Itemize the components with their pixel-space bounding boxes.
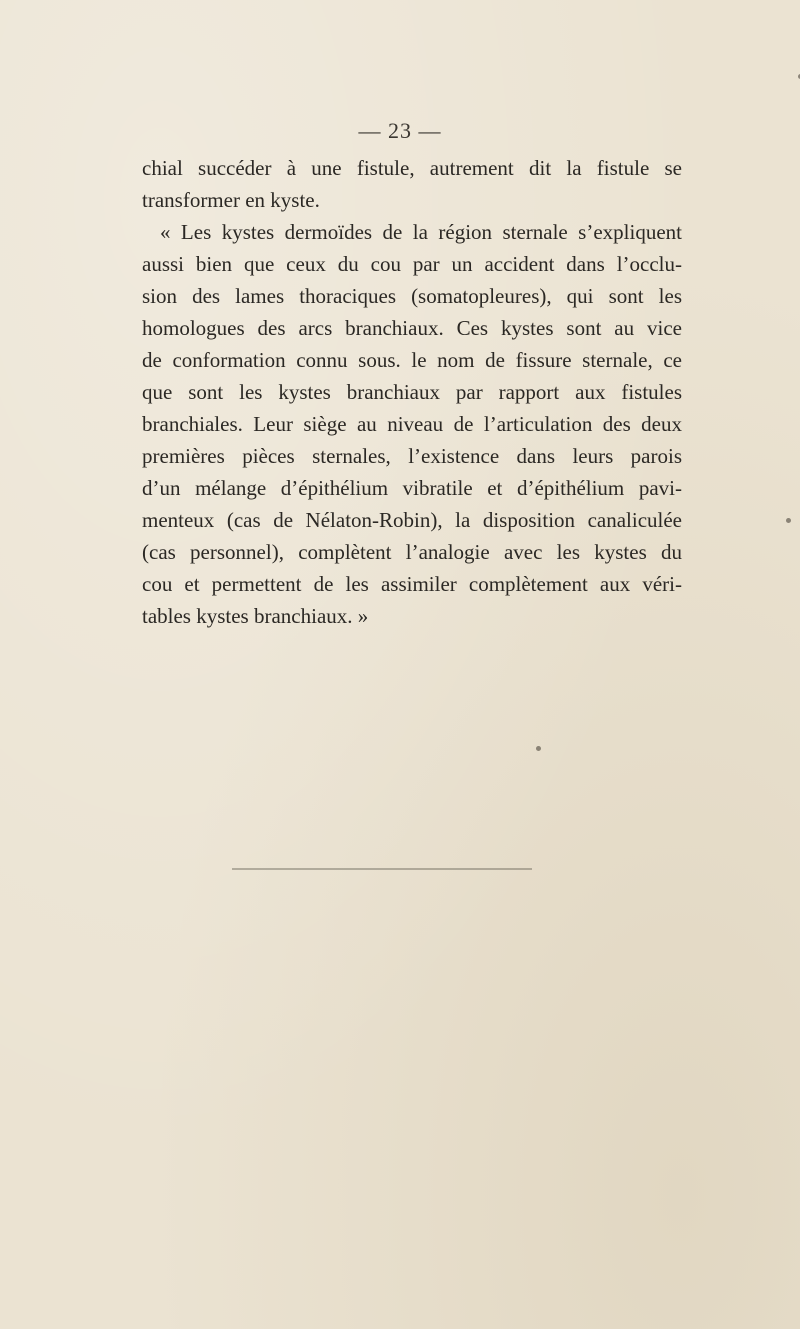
paper-speck: [536, 746, 541, 751]
text-line: que sont les kystes branchiaux par rapport aux fistules: [142, 380, 682, 404]
text-line: chial succéder à une fistule, autrement dit la fistule se: [142, 156, 682, 180]
text-line: tables kystes branchiaux. »: [142, 604, 369, 628]
text-line: menteux (cas de Nélaton-Robin), la disposition canaliculée: [142, 508, 682, 532]
bleed-through-rule: [232, 868, 532, 870]
text-line: homologues des arcs branchiaux. Ces kystes sont au vice: [142, 316, 682, 340]
text-line: de conformation connu sous. le nom de fissure sternale, ce: [142, 348, 682, 372]
text-line: cou et permettent de les assimiler complètement aux véri-: [142, 572, 682, 596]
text-line: branchiales. Leur siège au niveau de l’articulation des deux: [142, 412, 682, 436]
text-line: aussi bien que ceux du cou par un accident dans l’occlu-: [142, 252, 682, 276]
page-number: — 23 —: [358, 118, 442, 143]
text-line: premières pièces sternales, l’existence dans leurs parois: [142, 444, 682, 468]
paper-speck: [786, 518, 791, 523]
text-line: transformer en kyste.: [142, 188, 320, 212]
text-line: d’un mélange d’épithélium vibratile et d’épithélium pavi-: [142, 476, 682, 500]
text-line: « Les kystes dermoïdes de la région sternale s’expliquent: [160, 220, 682, 244]
body-text: [142, 152, 682, 632]
text-line: (cas personnel), complètent l’analogie avec les kystes du: [142, 540, 682, 564]
text-line: sion des lames thoraciques (somatopleures), qui sont les: [142, 284, 682, 308]
